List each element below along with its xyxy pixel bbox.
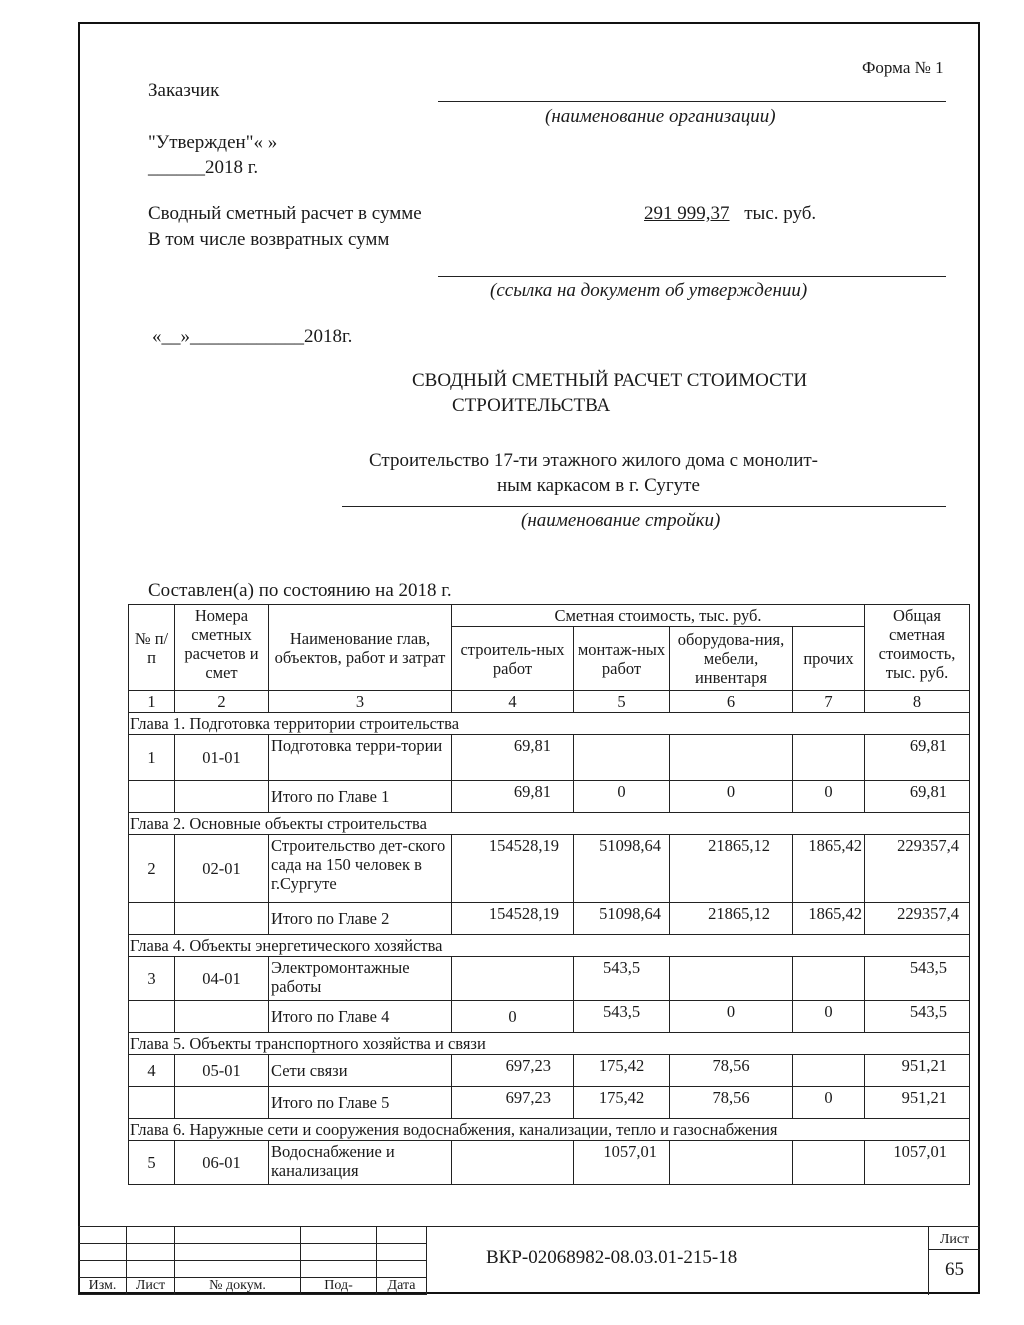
sum-label: Сводный сметный расчет в сумме <box>148 203 422 224</box>
item-code: 01-01 <box>175 735 269 781</box>
stamp-date: Дата <box>377 1278 427 1295</box>
col-number: 7 <box>793 691 865 713</box>
table-row <box>129 735 970 781</box>
item-code: 04-01 <box>175 957 269 1001</box>
stamp-list: Лист <box>127 1278 175 1295</box>
document-code: ВКР-02068982-08.03.01-215-18 <box>486 1247 738 1268</box>
chapter-title: Глава 5. Объекты транспортного хозяйства и связи <box>129 1033 970 1055</box>
approved-year: ______2018 г. <box>148 157 259 178</box>
chapter-title: Глава 4. Объекты энергетического хозяйства <box>129 935 970 957</box>
object-underline <box>342 506 946 507</box>
col-number: 6 <box>670 691 793 713</box>
col-header-total: Общая сметная стоимость, тыс. руб. <box>865 605 970 691</box>
item-other <box>793 1141 865 1185</box>
header-row <box>129 605 970 627</box>
col-header-name: Наименование глав, объектов, работ и затрат <box>269 605 452 691</box>
sum-unit: тыс. руб. <box>744 203 817 224</box>
subtotal-mount: 543,5 <box>574 1001 670 1033</box>
item-number: 1 <box>129 735 175 781</box>
chapter-row <box>129 813 970 835</box>
subtotal-build: 0 <box>452 1001 574 1033</box>
doc-underline <box>438 276 946 277</box>
subtotal-equip: 78,56 <box>670 1087 793 1119</box>
table-row <box>129 957 970 1001</box>
subtotal-row <box>129 1001 970 1033</box>
subtotal-build: 69,81 <box>452 781 574 813</box>
subtotal-other: 0 <box>793 781 865 813</box>
chapter-title: Глава 2. Основные объекты строительства <box>129 813 970 835</box>
col-header-build: строитель-ных работ <box>452 627 574 691</box>
col-header-codes: Номера сметных расчетов и смет <box>175 605 269 691</box>
col-number: 1 <box>129 691 175 713</box>
subtotal-mount: 0 <box>574 781 670 813</box>
item-code: 02-01 <box>175 835 269 903</box>
subtotal-total: 229357,4 <box>865 903 970 935</box>
table-row <box>129 1141 970 1185</box>
org-underline <box>438 101 946 102</box>
form-number: Форма № 1 <box>862 58 944 77</box>
title-line1: СВОДНЫЙ СМЕТНЫЙ РАСЧЕТ СТОИМОСТИ <box>412 370 808 391</box>
chapter-title: Глава 6. Наружные сети и сооружения водоснабжения, канализации, тепло и газоснабжения <box>129 1119 970 1141</box>
item-other <box>793 957 865 1001</box>
chapter-title: Глава 1. Подготовка территории строительства <box>129 713 970 735</box>
item-code: 06-01 <box>175 1141 269 1185</box>
sheet-label: Лист <box>929 1231 980 1250</box>
subtotal-equip: 21865,12 <box>670 903 793 935</box>
subtotal-other: 1865,42 <box>793 903 865 935</box>
chapter-row <box>129 713 970 735</box>
item-code: 05-01 <box>175 1055 269 1087</box>
item-number: 2 <box>129 835 175 903</box>
subtotal-row <box>129 1087 970 1119</box>
subtotal-build: 697,23 <box>452 1087 574 1119</box>
item-mount: 51098,64 <box>574 835 670 903</box>
item-equip: 21865,12 <box>670 835 793 903</box>
item-number: 3 <box>129 957 175 1001</box>
col-number: 3 <box>269 691 452 713</box>
table-row <box>129 1055 970 1087</box>
item-equip <box>670 735 793 781</box>
item-build: 697,23 <box>452 1055 574 1087</box>
customer-label: Заказчик <box>148 80 220 101</box>
subtotal-build: 154528,19 <box>452 903 574 935</box>
stamp-table <box>78 1226 427 1295</box>
col-number: 8 <box>865 691 970 713</box>
item-mount: 543,5 <box>574 957 670 1001</box>
sheet-box <box>928 1227 980 1295</box>
col-header-mount: монтаж-ных работ <box>574 627 670 691</box>
item-number: 5 <box>129 1141 175 1185</box>
chapter-row <box>129 935 970 957</box>
table-row <box>129 835 970 903</box>
chapter-row <box>129 1119 970 1141</box>
subtotal-other: 0 <box>793 1001 865 1033</box>
item-total: 951,21 <box>865 1055 970 1087</box>
subtotal-total: 69,81 <box>865 781 970 813</box>
item-build: 69,81 <box>452 735 574 781</box>
item-total: 543,5 <box>865 957 970 1001</box>
item-build <box>452 1141 574 1185</box>
item-equip <box>670 957 793 1001</box>
item-equip <box>670 1141 793 1185</box>
doc-caption: (ссылка на документ об утверждении) <box>490 280 808 301</box>
col-header-cost: Сметная стоимость, тыс. руб. <box>452 605 865 627</box>
stamp-labels-row <box>79 1278 427 1295</box>
stamp-sign: Под- <box>301 1278 377 1295</box>
item-other <box>793 1055 865 1087</box>
subtotal-total: 543,5 <box>865 1001 970 1033</box>
subtotal-total: 951,21 <box>865 1087 970 1119</box>
compiled-date: Составлен(а) по состоянию на 2018 г. <box>148 580 452 601</box>
object-caption: (наименование стройки) <box>521 510 721 531</box>
col-header-other: прочих <box>793 627 865 691</box>
object-line1: Строительство 17-ти этажного жилого дома с монолит- <box>369 450 819 471</box>
item-build <box>452 957 574 1001</box>
subtotal-name: Итого по Главе 2 <box>269 903 452 935</box>
item-other <box>793 735 865 781</box>
subtotal-other: 0 <box>793 1087 865 1119</box>
item-name: Подготовка терри-тории <box>269 735 452 781</box>
item-equip: 78,56 <box>670 1055 793 1087</box>
item-total: 229357,4 <box>865 835 970 903</box>
chapter-row <box>129 1033 970 1055</box>
item-other: 1865,42 <box>793 835 865 903</box>
title-line2: СТРОИТЕЛЬСТВА <box>452 395 611 416</box>
sheet-number: 65 <box>945 1259 964 1280</box>
col-header-num: № п/п <box>129 605 175 691</box>
subtotal-name: Итого по Главе 1 <box>269 781 452 813</box>
item-mount <box>574 735 670 781</box>
stamp-right <box>426 1226 980 1294</box>
subtotal-row <box>129 781 970 813</box>
sum-amount <box>634 203 816 225</box>
item-name: Строительство дет-ского сада на 150 человек в г.Сургуте <box>269 835 452 903</box>
item-total: 69,81 <box>865 735 970 781</box>
item-total: 1057,01 <box>865 1141 970 1185</box>
item-number: 4 <box>129 1055 175 1087</box>
approved-line: "Утвержден"« » <box>148 132 278 153</box>
org-caption: (наименование организации) <box>545 106 776 127</box>
subtotal-equip: 0 <box>670 1001 793 1033</box>
subtotal-row <box>129 903 970 935</box>
col-header-equip: оборудова-ния, мебели, инвентаря <box>670 627 793 691</box>
item-name: Электромонтажные работы <box>269 957 452 1001</box>
date-line: «__»____________2018г. <box>152 326 353 347</box>
subtotal-mount: 175,42 <box>574 1087 670 1119</box>
subtotal-name: Итого по Главе 4 <box>269 1001 452 1033</box>
returnable-label: В том числе возвратных сумм <box>148 229 390 250</box>
col-number: 2 <box>175 691 269 713</box>
stamp-doc-no: № докум. <box>175 1278 301 1295</box>
item-name: Сети связи <box>269 1055 452 1087</box>
stamp-izm: Изм. <box>79 1278 127 1295</box>
subtotal-equip: 0 <box>670 781 793 813</box>
subtotal-mount: 51098,64 <box>574 903 670 935</box>
col-number: 5 <box>574 691 670 713</box>
object-line2: ным каркасом в г. Сугуте <box>497 475 700 496</box>
item-name: Водоснабжение и канализация <box>269 1141 452 1185</box>
item-build: 154528,19 <box>452 835 574 903</box>
subtotal-name: Итого по Главе 5 <box>269 1087 452 1119</box>
item-mount: 1057,01 <box>574 1141 670 1185</box>
item-mount: 175,42 <box>574 1055 670 1087</box>
col-number: 4 <box>452 691 574 713</box>
col-number-row <box>129 691 970 713</box>
estimate-table <box>128 604 970 1185</box>
sum-value: 291 999,37 <box>644 203 730 224</box>
